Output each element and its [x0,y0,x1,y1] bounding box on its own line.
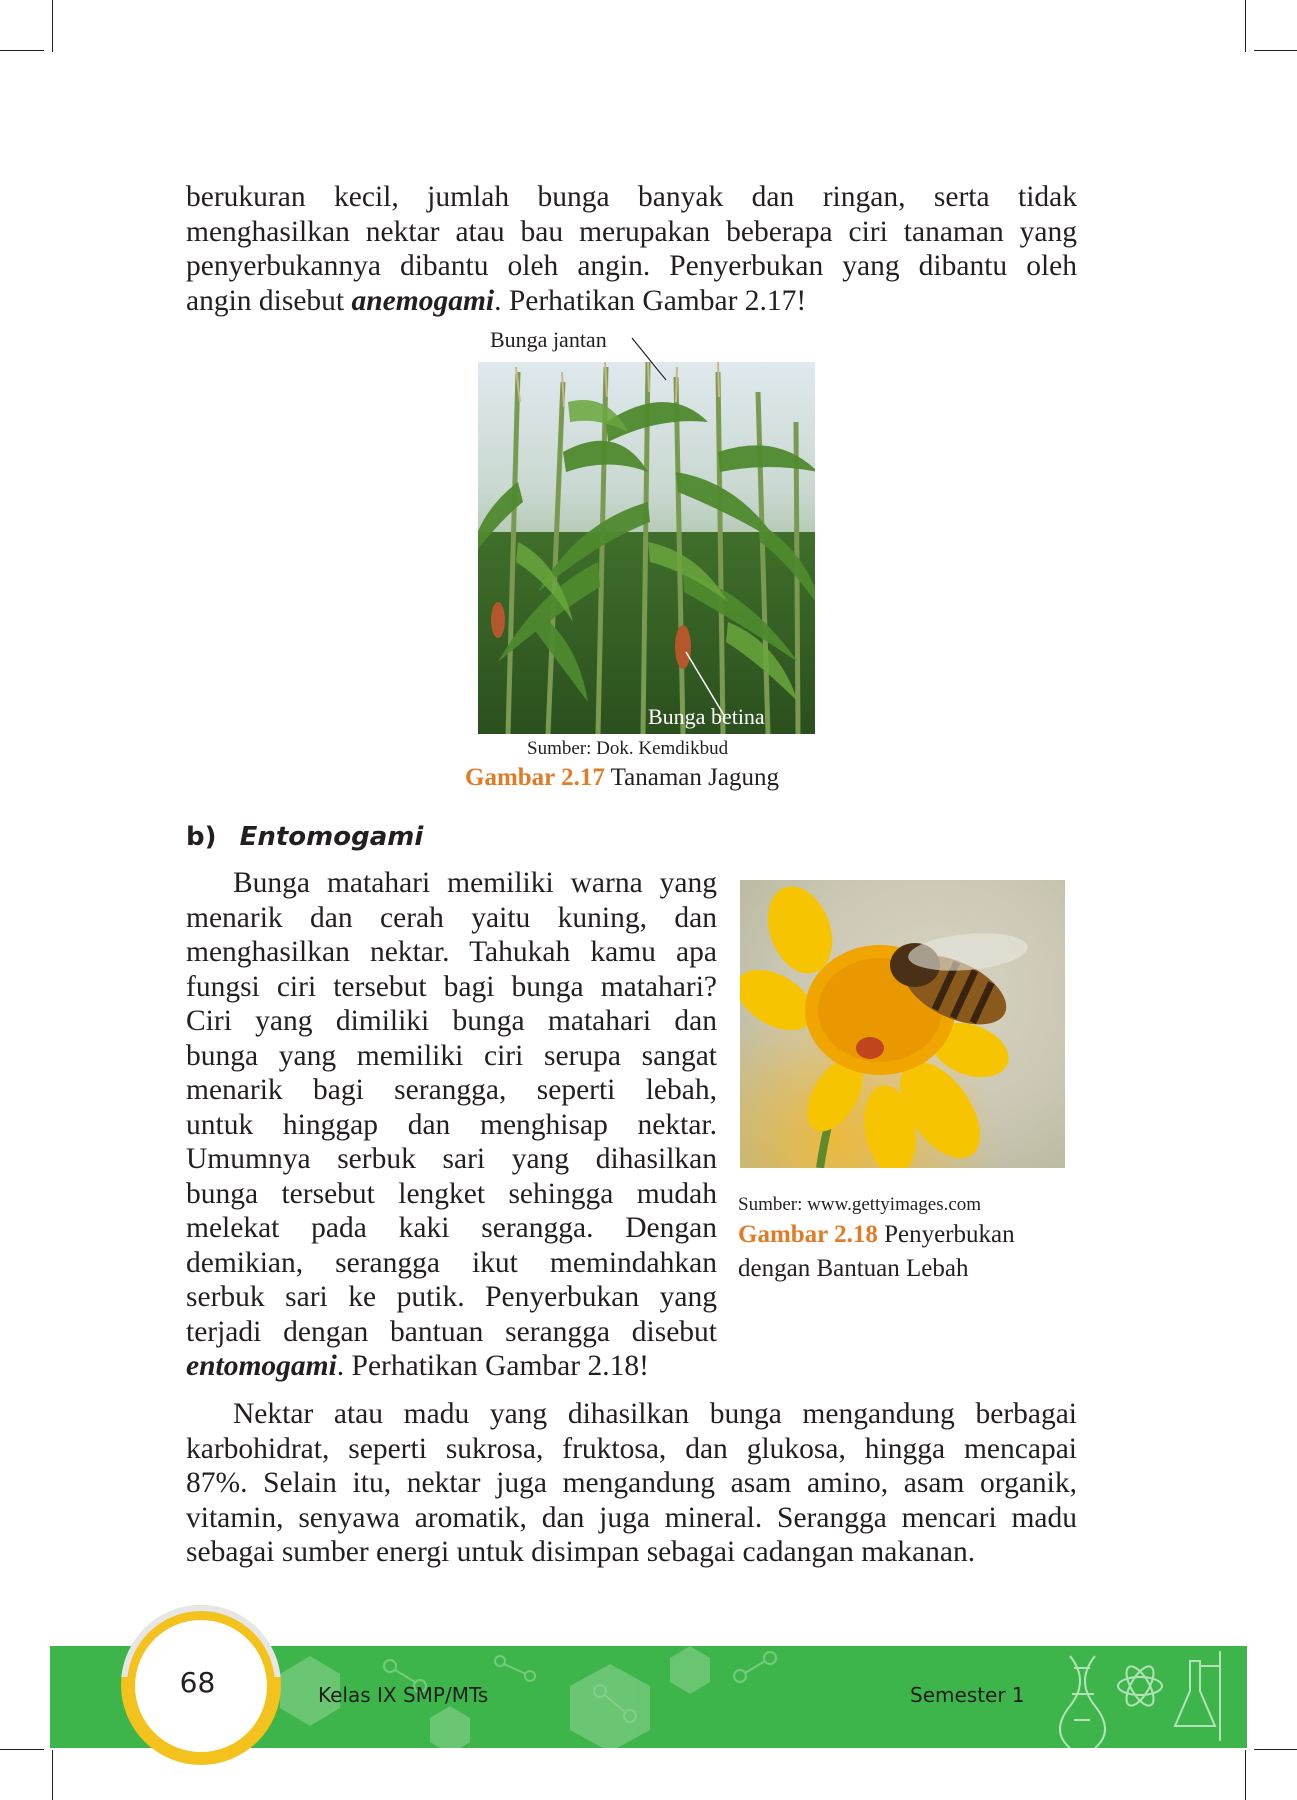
text-run: angin disebut [186,284,352,317]
semester-label: Semester 1 [910,1683,1025,1707]
corn-plant-photo [478,362,815,734]
text-line: untuk hinggap dan menghisap nektar. [186,1108,717,1141]
text-line: terjadi dengan bantuan serangga disebut [186,1315,717,1348]
bee-flower-illustration [740,880,1065,1168]
figure-caption [738,1218,1015,1286]
crop-mark [1245,1750,1246,1800]
label-bunga-jantan: Bunga jantan [490,327,607,352]
section-marker: b) [186,822,217,852]
figure-number: Gambar 2.18 [738,1221,878,1248]
text-line: Bunga matahari memiliki warna yang [233,867,717,899]
intro-paragraph [186,180,1077,318]
figure-number: Gambar 2.17 [465,764,605,791]
crop-mark [52,1750,53,1800]
text-line [186,284,1077,319]
text-run: . Perhatikan Gambar 2.18! [336,1350,649,1382]
crop-mark [1254,50,1297,51]
page-number: 68 [179,1666,216,1699]
text-line: 87%. Selain itu, nektar juga mengandung asam amino, asam organik, [186,1467,1077,1499]
text-line: penyerbukannya dibantu oleh angin. Penyerbukan yang dibantu oleh [186,250,1077,282]
label-bunga-betina: Bunga betina [648,704,765,729]
bee-flower-photo [740,880,1065,1168]
class-label: Kelas IX SMP/MTs [318,1683,489,1707]
corn-plant-illustration [478,362,815,734]
text-line [186,1349,717,1384]
text-line: melekat pada kaki serangga. Dengan [186,1212,717,1244]
figure-title: Tanaman Jagung [604,764,779,791]
text-line: Nektar atau madu yang dihasilkan bunga mengandung berbagai [233,1398,1077,1430]
figure-title: dengan Bantuan Lebah [738,1255,969,1282]
figure-caption [465,764,779,792]
section-title: Entomogami [239,822,424,852]
text-line: menarik dan cerah yaitu kuning, dan [186,901,717,934]
section-heading [186,822,423,852]
text-line: Umumnya serbuk sari yang dihasilkan [186,1143,717,1175]
figure-source: Sumber: www.gettyimages.com [738,1194,982,1215]
figure-title: Penyerbukan [877,1221,1015,1248]
text-line: demikian, serangga ikut memindahkan [186,1246,717,1279]
pointer-line-jantan [630,336,670,386]
crop-mark [1254,1749,1297,1750]
term-entomogami: entomogami [186,1350,337,1382]
text-line: serbuk sari ke putik. Penyerbukan yang [186,1281,717,1313]
crop-mark [52,0,53,52]
text-line: karbohidrat, seperti sukrosa, fruktosa, dan glukosa, hingga mencapai [186,1432,1077,1465]
text-line: Ciri yang dimiliki bunga matahari dan [186,1005,717,1037]
text-run: . Perhatikan Gambar 2.17! [494,284,807,317]
crop-mark [0,1749,44,1750]
text-line: menghasilkan nektar. Tahukah kamu apa [186,936,717,968]
text-line: menghasilkan nektar atau bau merupakan beberapa ciri tanaman yang [186,215,1077,248]
text-line: bunga yang memiliki ciri serupa sangat [186,1039,717,1072]
text-line: fungsi ciri tersebut bagi bunga matahari? [186,970,717,1003]
text-line: sebagai sumber energi untuk disimpan sebagai cadangan makanan. [186,1536,976,1568]
text-line: vitamin, senyawa aromatik, dan juga mineral. Serangga mencari madu [186,1501,1077,1534]
entomogami-paragraph [186,866,717,1384]
text-line: bunga tersebut lengket sehingga mudah [186,1177,717,1210]
crop-mark [0,50,44,51]
text-line: berukuran kecil, jumlah bunga banyak dan ringan, serta tidak [186,181,1077,213]
figure-source: Sumber: Dok. Kemdikbud [527,738,729,759]
term-anemogami: anemogami [351,284,495,317]
crop-mark [1245,0,1246,52]
text-line: menarik bagi serangga, seperti lebah, [186,1074,717,1106]
nectar-paragraph [186,1397,1077,1570]
